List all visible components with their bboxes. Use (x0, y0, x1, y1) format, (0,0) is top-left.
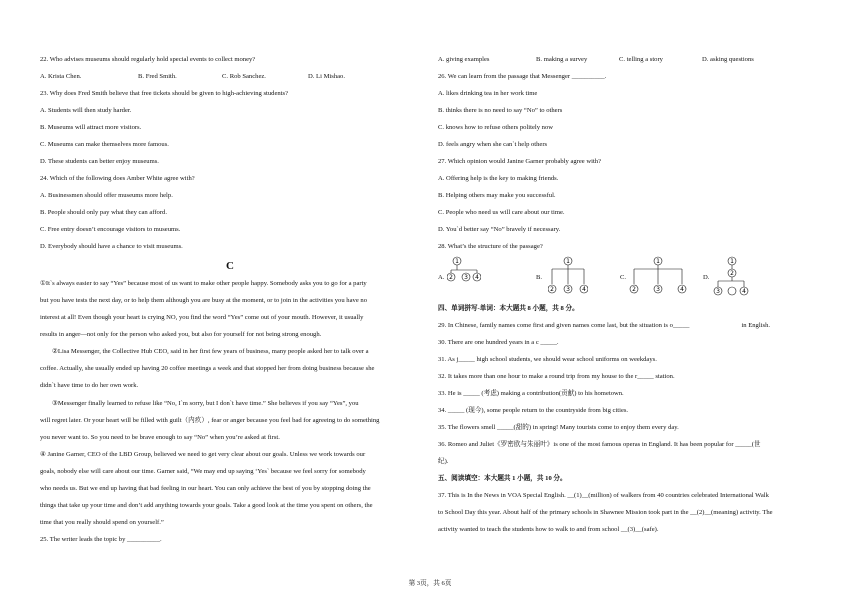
section-5-heading: 五、阅读填空：本大题共 1 小题，共 10 分。 (438, 475, 567, 482)
page-footer: 第 3页，共 6页 (408, 580, 452, 587)
question-29 (438, 322, 770, 330)
option: B. Museums will attract more visitors. (40, 124, 142, 131)
question-34: 34. _____ (现今), some people return to the countryside from big cities. (438, 407, 629, 414)
option: B. People should only pay what they can afford. (40, 209, 167, 216)
question-29-tail: in English. (741, 322, 771, 329)
node-label: 2 (632, 286, 636, 294)
option: C. Rob Sanchez. (222, 73, 266, 80)
node-label: 3 (716, 288, 720, 296)
option: C. People who need us will care about our time. (438, 209, 565, 216)
passage-line: ②Lisa Messenger, the Collective Hub CEO, said in her first few years of business, many people asked her to talk over a (52, 348, 369, 355)
question-33: 33. He is _____ (考虑) making a contribution(贡献) to his hometown. (438, 390, 624, 397)
question-37-line: activity wanted to teach the students how to walk to and from school __(3)__(safe). (438, 526, 659, 533)
passage-title: C (226, 260, 234, 272)
node-label: 3 (566, 286, 570, 294)
node-label: 3 (464, 274, 468, 282)
question-31: 31. As j_____ high school students, we should wear school uniforms on weekdays. (438, 356, 657, 363)
passage-line: will regret later. Or your heart will be filled with guilt（内疚）, fear or anger because you feel bad for agreeing to do something (40, 417, 380, 424)
section-4-heading: 四、单词拼写-单词：本大题共 8 小题，共 8 分。 (438, 305, 579, 312)
passage-line: things that take up your time and don’t add anything towards your goals. Take a good look at the time you spent on others, the (40, 502, 373, 509)
option: C. knows how to refuse others politely now (438, 124, 554, 131)
question-29-text: 29. In Chinese, family names come first and given names come last, but the situation is o_____ (438, 322, 690, 329)
option: C. Museums can make themselves more famous. (40, 141, 169, 148)
option-b-label: B. (536, 274, 543, 281)
node-label: 1 (566, 258, 570, 266)
structure-diagram-b (548, 256, 588, 298)
passage-line: time that you really should spend on yourself.” (40, 519, 164, 526)
option: A. Students will then study harder. (40, 107, 132, 114)
node-label: 1 (455, 258, 459, 266)
question-35: 35. The flowers smell _____(甜的) in spring! Many tourists come to enjoy them every day. (438, 424, 679, 431)
question-36-line-2: 纪). (438, 458, 449, 465)
passage-line: but you have tests the next day, or to help them although you are busy at the moment, or to join in the activities you have no (40, 297, 367, 304)
option-a-label: A. (438, 274, 445, 281)
structure-diagram-d (712, 256, 752, 300)
option: A. likes drinking tea in her work time (438, 90, 538, 97)
question-22: 22. Who advises museums should regularly hold special events to collect money? (40, 56, 256, 63)
option: D. These students can better enjoy museums. (40, 158, 159, 165)
node-label: 3 (656, 286, 660, 294)
option: A. Krista Chen. (40, 73, 82, 80)
question-24: 24. Which of the following does Amber White agree with? (40, 175, 195, 182)
passage-line: ③Messenger finally learned to refuse like “No, I`m sorry, but I don`t have time.” She believes if you say “Yes”, you (52, 400, 359, 407)
passage-line: you never want to. So you need to be brave enough to say “No” when you’re asked at first. (40, 434, 280, 441)
node-label: 4 (742, 288, 746, 296)
question-32: 32. It takes more than one hour to make a round trip from my house to the r_____ station. (438, 373, 675, 380)
question-23: 23. Why does Fred Smith believe that free tickets should be given to high-achieving students? (40, 90, 289, 97)
passage-line: interest at all! Even though your heart is crying NO, you find the word “Yes” come out of your mouth. However, it usually (40, 314, 364, 321)
option: A. Businessmen should offer museums more help. (40, 192, 173, 199)
node-label: 4 (475, 274, 479, 282)
option: D. Li Mishao. (308, 73, 345, 80)
passage-line: who needs us. But we end up having that bad feeling in our heart. You can only achieve the best of you by stopping doing the (40, 485, 371, 492)
passage-line: ④ Janine Garner, CEO of the LBD Group, believed we need to get very clear about our goals. Unless we work towards our (40, 451, 366, 458)
node-label: 2 (449, 274, 453, 282)
question-26: 26. We can learn from the passage that Messenger __________. (438, 73, 607, 80)
question-37-line: to School Day this year. About half of the primary schools in Shawnee Mission took part in the __(2)__(meaning) activity. The (438, 509, 773, 516)
node-label: 2 (550, 286, 554, 294)
option: A. Offering help is the key to making friends. (438, 175, 559, 182)
passage-line: coffee. Actually, she usually ended up having 20 coffee meetings a week and that stopped her from doing business because she (40, 365, 375, 372)
passage-line: ①It`s always easier to say “Yes” because most of us want to make other people happy. Somebody asks you to go for a party (40, 280, 367, 287)
option: C. Free entry doesn’t encourage visitors to museums. (40, 226, 181, 233)
option: D. Everybody should have a chance to visit museums. (40, 243, 183, 250)
option-c-label: C. (620, 274, 627, 281)
question-28: 28. What’s the structure of the passage? (438, 243, 543, 250)
question-25-options (438, 56, 754, 64)
structure-diagram-a (447, 256, 481, 286)
option: D. You`d better say “No” bravely if necessary. (438, 226, 561, 233)
option: B. Helping others may make you successful. (438, 192, 556, 199)
option: B. Fred Smith. (138, 73, 177, 80)
option: A. giving examples (438, 56, 490, 63)
node-label: 2 (730, 270, 734, 278)
node-label: 1 (656, 258, 660, 266)
node-label: 4 (680, 286, 684, 294)
option: B. making a survey (536, 56, 588, 63)
option: C. telling a story (619, 56, 663, 63)
question-37-line: 37. This is In the News in VOA Special English. __(1)__(million) of walkers from 40 countries celebrated International Walk (438, 492, 769, 499)
question-22-options (40, 73, 345, 81)
structure-diagram-c (628, 256, 688, 298)
passage-line: goals, nobody else will care about our time. Garner said, “We may end up saying ‘Yes` because we feel sorry for somebody (40, 468, 366, 475)
option: D. asking questions (702, 56, 754, 63)
node-label: 4 (582, 286, 586, 294)
passage-line: results in anger—not only for the person who asked you, but also for yourself for not being strong enough. (40, 331, 322, 338)
passage-line: didn`t have time to do her own work. (40, 382, 139, 389)
question-27: 27. Which opinion would Janine Garner probably agree with? (438, 158, 602, 165)
option: D. feels angry when she can`t help others (438, 141, 548, 148)
option-d-label: D. (703, 274, 710, 281)
question-30: 30. There are one hundred years in a c _____. (438, 339, 559, 346)
option: B. thinks there is no need to say “No” to others (438, 107, 563, 114)
question-36-line-1: 36. Romeo and Juliet《罗密欧与朱丽叶》is one of the most famous operas in England. It has been popular for _____(世 (438, 441, 761, 448)
question-25: 25. The writer leads the topic by __________. (40, 536, 162, 543)
node-label: 1 (730, 258, 734, 266)
